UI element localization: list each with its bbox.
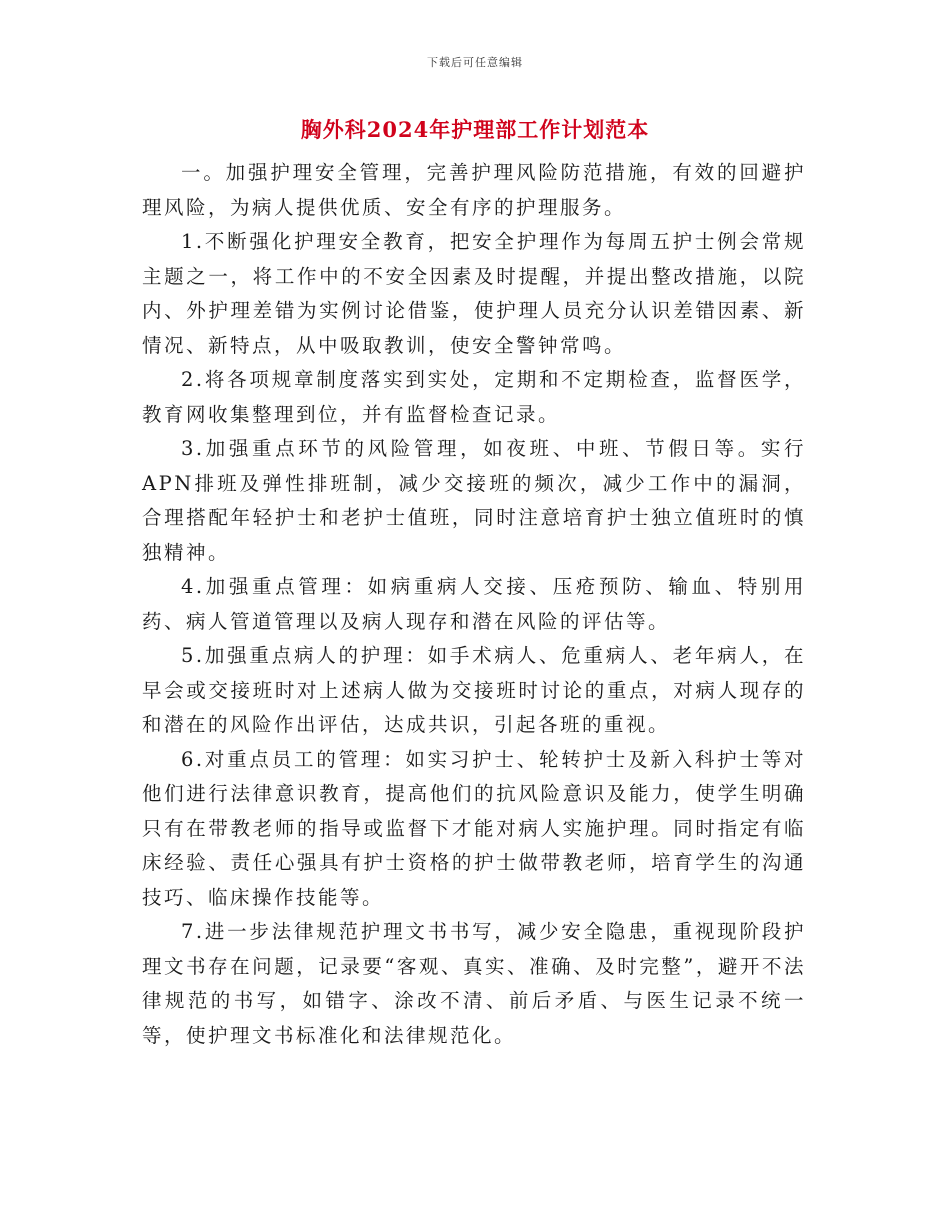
paragraph-item-1: 1.不断强化护理安全教育，把安全护理作为每周五护士例会常规主题之一，将工作中的不安全因素及时提醒，并提出整改措施，以院内、外护理差错为实例讨论借鉴，使护理人员充分认识差错因素、新情况、新特点，从中吸取教训，使安全警钟常鸣。 [142,230,806,357]
page-title: 胸外科2024年护理部工作计划范本 [300,117,650,142]
document-body [142,156,806,1053]
paragraph-item-5: 5.加强重点病人的护理：如手术病人、危重病人、老年病人，在早会或交接班时对上述病人做为交接班时讨论的重点，对病人现存的和潜在的风险作出评估，达成共识，引起各班的重视。 [142,644,806,736]
paragraph-item-2: 2.将各项规章制度落实到实处，定期和不定期检查，监督医学，教育网收集整理到位，并有监督检查记录。 [142,368,806,426]
header-note: 下载后可任意编辑 [427,56,523,69]
paragraph-item-3: 3.加强重点环节的风险管理，如夜班、中班、节假日等。实行APN排班及弹性排班制，减少交接班的频次，减少工作中的漏洞，合理搭配年轻护士和老护士值班，同时注意培育护士独立值班时的慎独精神。 [142,437,806,564]
paragraph-item-7: 7.进一步法律规范护理文书书写，减少安全隐患，重视现阶段护理文书存在问题，记录要“客观、真实、准确、及时完整”，避开不法律规范的书写，如错字、涂改不清、前后矛盾、与医生记录不统一等，使护理文书标准化和法律规范化。 [142,920,806,1047]
paragraph-item-4: 4.加强重点管理：如病重病人交接、压疮预防、输血、特别用药、病人管道管理以及病人现存和潜在风险的评估等。 [142,575,806,633]
paragraph-intro: 一。加强护理安全管理，完善护理风险防范措施，有效的回避护理风险，为病人提供优质、安全有序的护理服务。 [142,161,806,219]
paragraph-item-6: 6.对重点员工的管理：如实习护士、轮转护士及新入科护士等对他们进行法律意识教育，提高他们的抗风险意识及能力，使学生明确只有在带教老师的指导或监督下才能对病人实施护理。同时指定有临床经验、责任心强具有护士资格的护士做带教老师，培育学生的沟通技巧、临床操作技能等。 [142,747,806,909]
